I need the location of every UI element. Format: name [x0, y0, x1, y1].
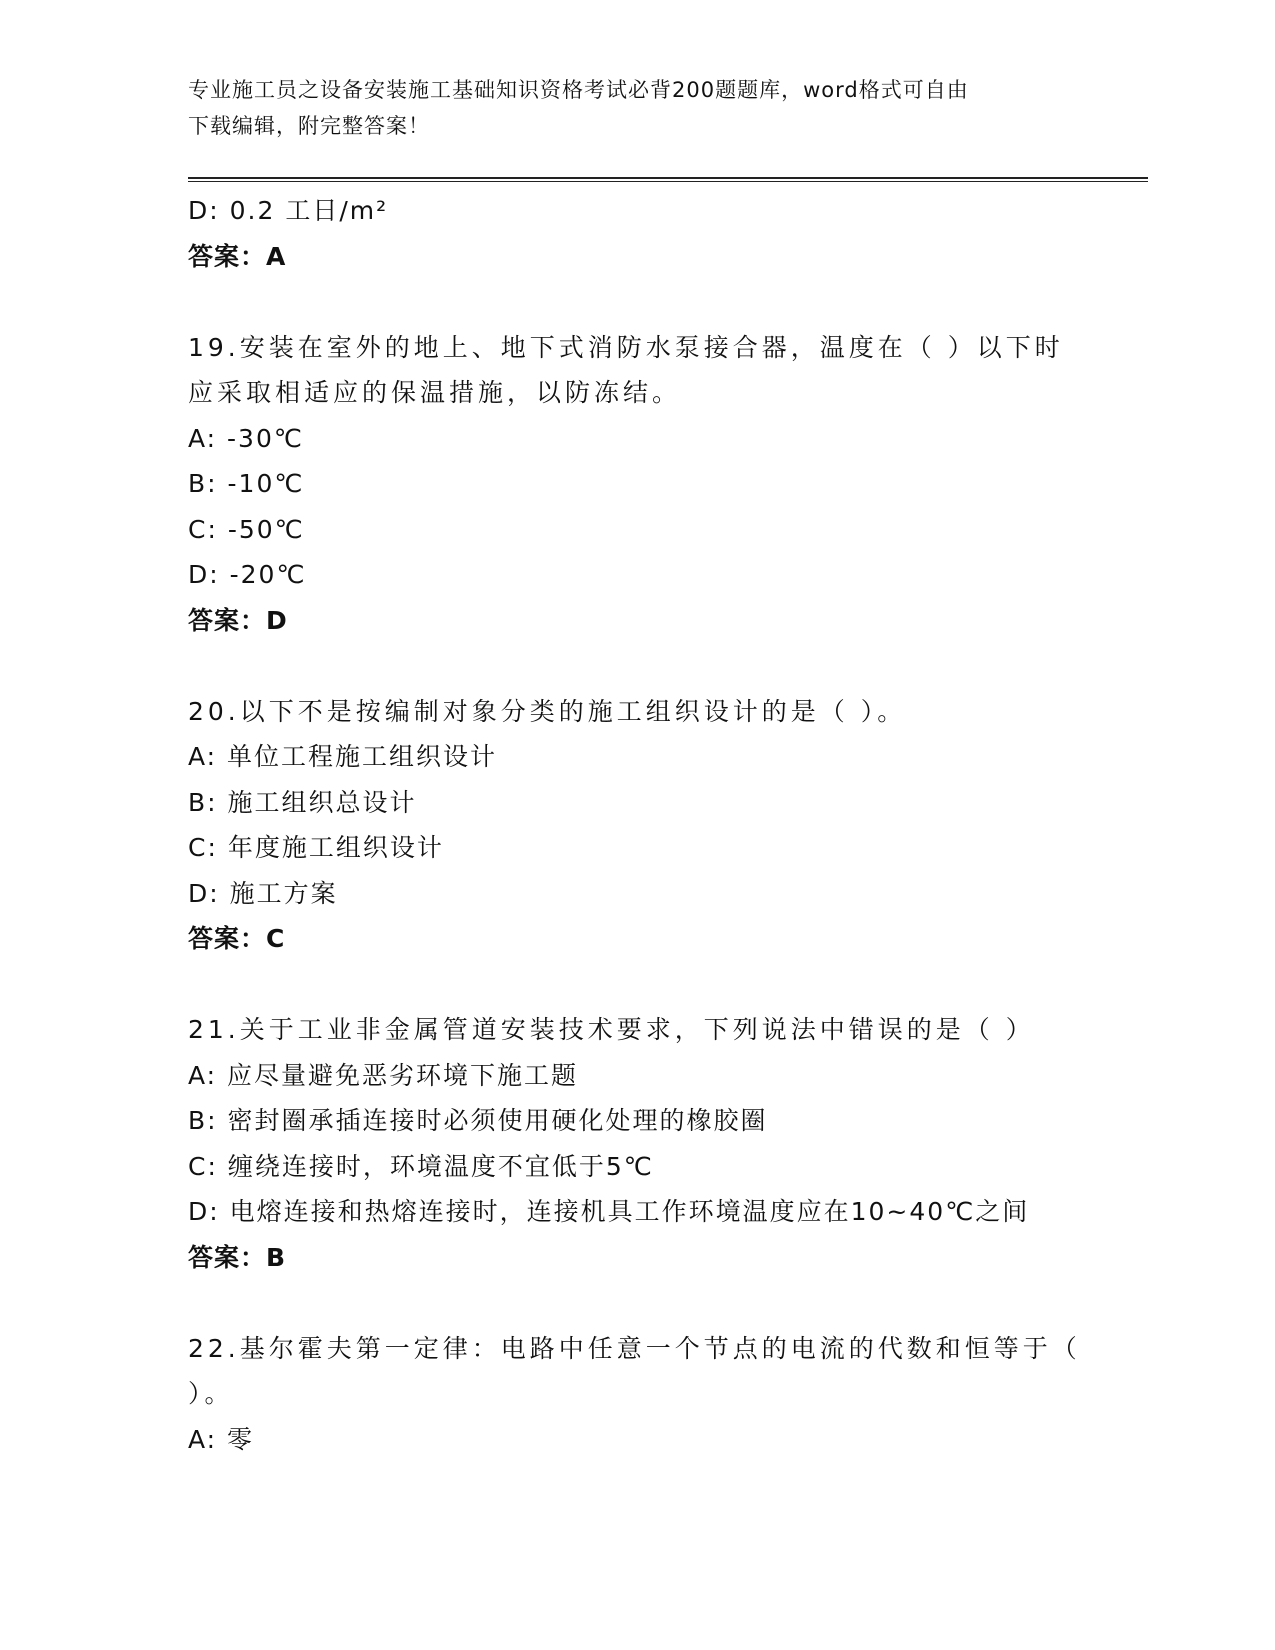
header-line-2: 下载编辑，附完整答案！ [188, 114, 430, 138]
q19-option-b: B: -10℃ [188, 469, 305, 498]
q22-option-a: A: 零 [188, 1424, 255, 1454]
q20-option-c: C: 年度施工组织设计 [188, 833, 444, 862]
spacer [188, 643, 1088, 689]
q19-option-d: D: -20℃ [188, 560, 307, 589]
q20-option-b: B: 施工组织总设计 [188, 787, 417, 817]
q21-option-c: C: 缠绕连接时，环境温度不宜低于5℃ [188, 1151, 654, 1181]
page-header [188, 72, 1068, 144]
q19-option-a: A: -30℃ [188, 423, 304, 453]
spacer [188, 962, 1088, 1008]
prev-option-d: D: 0.2 工日/m² [188, 196, 389, 225]
q19-text-line-2: 应采取相适应的保温措施，以防冻结。 [188, 378, 682, 407]
q21-option-d: D: 电熔连接和热熔连接时，连接机具工作环境温度应在10~40℃之间 [188, 1197, 1030, 1226]
q22-text-line-1: 22.基尔霍夫第一定律：电路中任意一个节点的电流的代数和恒等于（ [188, 1333, 1081, 1363]
q21-text-line-1: 21.关于工业非金属管道安装技术要求，下列说法中错误的是（ ） [188, 1015, 1035, 1044]
header-rule-thick [188, 177, 1148, 179]
q20-answer: 答案：C [188, 924, 286, 953]
header-line-1: 专业施工员之设备安装施工基础知识资格考试必背200题题库，word格式可自由 [188, 78, 969, 102]
q19-answer: 答案：D [188, 605, 288, 635]
q20-text-line-1: 20.以下不是按编制对象分类的施工组织设计的是（ ）。 [188, 696, 907, 726]
q21-option-a: A: 应尽量避免恶劣环境下施工题 [188, 1060, 579, 1090]
q21-answer: 答案：B [188, 1242, 287, 1272]
header-rule-thin [188, 181, 1148, 182]
prev-answer: 答案：A [188, 241, 287, 271]
q20-option-a: A: 单位工程施工组织设计 [188, 742, 498, 771]
q21-option-b: B: 密封圈承插连接时必须使用硬化处理的橡胶圈 [188, 1106, 768, 1135]
spacer [188, 279, 1088, 325]
q19-option-c: C: -50℃ [188, 514, 305, 544]
q22-text-line-2: ）。 [188, 1379, 234, 1408]
question-content [188, 188, 1088, 1462]
q19-text-line-1: 19.安装在室外的地上、地下式消防水泵接合器，温度在（ ）以下时 [188, 332, 1064, 362]
spacer [188, 1280, 1088, 1326]
q20-option-d: D: 施工方案 [188, 878, 338, 908]
